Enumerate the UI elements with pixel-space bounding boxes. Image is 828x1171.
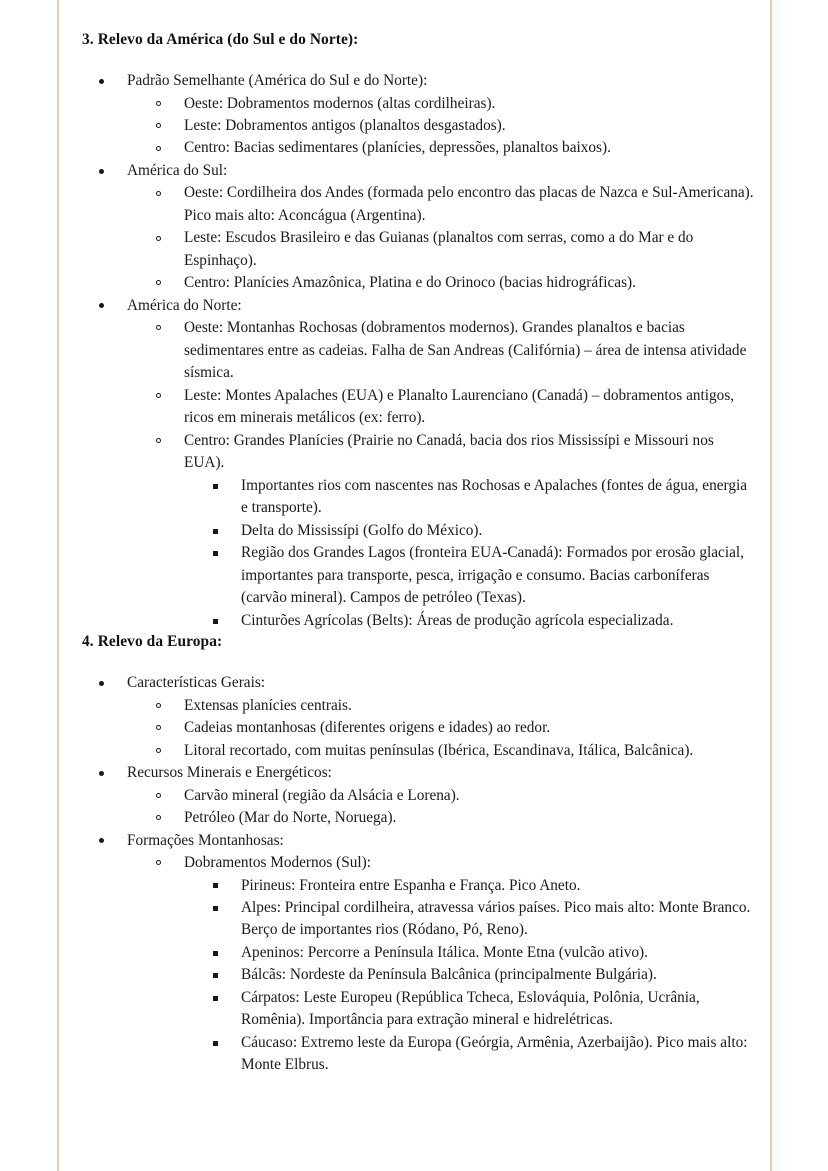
disc-bullet-icon xyxy=(99,79,104,84)
list-item xyxy=(156,182,754,227)
list-item xyxy=(99,672,754,762)
list-item-text: Centro: Planícies Amazônica, Platina e do Orinoco (bacias hidrográficas). xyxy=(184,274,636,292)
right-margin-tint xyxy=(772,0,790,1171)
list-item xyxy=(213,1032,754,1077)
disc-bullet-icon xyxy=(99,169,104,174)
list-item xyxy=(156,137,754,159)
list-item xyxy=(156,717,754,739)
square-bullet-icon xyxy=(213,1041,218,1046)
list-item-text: Petróleo (Mar do Norte, Noruega). xyxy=(184,809,397,827)
bullet-list-level-1 xyxy=(82,672,754,1077)
list-item-text: Alpes: Principal cordilheira, atravessa vários países. Pico mais alto: Monte Branco. Berço de importantes rios (Ródano, Pó, Reno). xyxy=(241,898,751,939)
list-item xyxy=(156,227,754,272)
list-item xyxy=(156,430,754,632)
circle-bullet-icon xyxy=(156,815,161,820)
square-bullet-icon xyxy=(213,529,218,534)
section-heading: 3. Relevo da América (do Sul e do Norte): xyxy=(82,31,359,48)
list-item xyxy=(156,272,754,294)
list-item-text: Bálcãs: Nordeste da Península Balcânica (principalmente Bulgária). xyxy=(241,966,657,984)
list-item-text: América do Norte: xyxy=(127,296,242,314)
list-item-text: Apeninos: Percorre a Península Itálica. Monte Etna (vulcão ativo). xyxy=(241,943,648,961)
bullet-list-level-3 xyxy=(184,475,754,632)
bullet-list-level-2 xyxy=(127,785,754,830)
bullet-list-level-3 xyxy=(184,875,754,1077)
list-item xyxy=(99,830,754,1077)
list-item-text: Características Gerais: xyxy=(127,674,266,692)
square-bullet-icon xyxy=(213,906,218,911)
list-item xyxy=(156,807,754,829)
list-item-text: Oeste: Dobramentos modernos (altas cordilheiras). xyxy=(184,94,496,112)
list-item-text: Leste: Montes Apalaches (EUA) e Planalto Laurenciano (Canadá) – dobramentos antigos, ricos em minerais metálicos (ex: ferro). xyxy=(184,386,735,427)
circle-bullet-icon xyxy=(156,860,161,865)
list-item-text: Região dos Grandes Lagos (fronteira EUA-Canadá): Formados por erosão glacial, importantes para transporte, pesca, irrigação e consumo. Bacias carboníferas (carvão mineral). Campos de petróleo (Texas). xyxy=(241,544,744,607)
circle-bullet-icon xyxy=(156,280,161,285)
square-bullet-icon xyxy=(213,996,218,1001)
left-margin-rule xyxy=(57,0,59,1171)
square-bullet-icon xyxy=(213,973,218,978)
list-item xyxy=(213,520,754,542)
list-item xyxy=(213,897,754,942)
disc-bullet-icon xyxy=(99,681,104,686)
bullet-list-level-2 xyxy=(127,182,754,294)
circle-bullet-icon xyxy=(156,393,161,398)
list-item-text: Recursos Minerais e Energéticos: xyxy=(127,764,332,782)
list-item-text: Dobramentos Modernos (Sul): xyxy=(184,854,371,872)
list-item xyxy=(156,852,754,1077)
list-item-text: Formações Montanhosas: xyxy=(127,831,284,849)
list-item xyxy=(156,115,754,137)
list-item-text: Delta do Mississípi (Golfo do México). xyxy=(241,521,483,539)
circle-bullet-icon xyxy=(156,725,161,730)
bullet-list-level-1 xyxy=(82,70,754,632)
list-item xyxy=(99,160,754,295)
list-item xyxy=(213,942,754,964)
circle-bullet-icon xyxy=(156,748,161,753)
bullet-list-level-2 xyxy=(127,93,754,160)
square-bullet-icon xyxy=(213,883,218,888)
list-item xyxy=(213,610,754,632)
list-item xyxy=(156,93,754,115)
list-item xyxy=(213,475,754,520)
list-item-text: Oeste: Montanhas Rochosas (dobramentos modernos). Grandes planaltos e bacias sedimentares entre as cadeias. Falha de San Andreas (Califórnia) – área de intensa atividade sísmica. xyxy=(184,319,747,382)
disc-bullet-icon xyxy=(99,838,104,843)
list-item-text: Leste: Escudos Brasileiro e das Guianas (planaltos com serras, como a do Mar e do Espinhaço). xyxy=(184,229,694,269)
document-content xyxy=(82,30,754,1077)
list-item xyxy=(156,740,754,762)
list-item-text: Centro: Grandes Planícies (Prairie no Canadá, bacia dos rios Mississípi e Missouri nos EUA). xyxy=(184,431,714,472)
circle-bullet-icon xyxy=(156,438,161,443)
list-item-text: Extensas planícies centrais. xyxy=(184,696,352,714)
bullet-list-level-2 xyxy=(127,317,754,632)
list-item-text: Padrão Semelhante (América do Sul e do Norte): xyxy=(127,72,428,90)
list-item-text: Cadeias montanhosas (diferentes origens e idades) ao redor. xyxy=(184,719,551,737)
circle-bullet-icon xyxy=(156,793,161,798)
bullet-list-level-2 xyxy=(127,852,754,1077)
square-bullet-icon xyxy=(213,951,218,956)
list-item xyxy=(156,385,754,430)
square-bullet-icon xyxy=(213,551,218,556)
circle-bullet-icon xyxy=(156,101,161,106)
list-item-text: Leste: Dobramentos antigos (planaltos desgastados). xyxy=(184,116,506,134)
circle-bullet-icon xyxy=(156,146,161,151)
circle-bullet-icon xyxy=(156,325,161,330)
list-item xyxy=(99,295,754,632)
list-item-text: Importantes rios com nascentes nas Rochosas e Apalaches (fontes de água, energia e transporte). xyxy=(241,476,748,517)
circle-bullet-icon xyxy=(156,236,161,241)
bullet-list-level-2 xyxy=(127,695,754,762)
list-item-text: Oeste: Cordilheira dos Andes (formada pelo encontro das placas de Nazca e Sul-Americana). Pico mais alto: Aconcágua (Argentina). xyxy=(184,184,754,224)
list-item-text: Litoral recortado, com muitas penínsulas (Ibérica, Escandinava, Itálica, Balcânica). xyxy=(184,741,694,759)
list-item xyxy=(213,875,754,897)
list-item xyxy=(156,695,754,717)
list-item-text: América do Sul: xyxy=(127,161,228,179)
disc-bullet-icon xyxy=(99,303,104,308)
list-item-text: Cárpatos: Leste Europeu (República Tcheca, Eslováquia, Polônia, Ucrânia, Romênia). Importância para extração mineral e hidrelétricas. xyxy=(241,988,700,1029)
list-item-text: Cáucaso: Extremo leste da Europa (Geórgia, Armênia, Azerbaijão). Pico mais alto: Monte Elbrus. xyxy=(241,1033,748,1074)
list-item-text: Pirineus: Fronteira entre Espanha e França. Pico Aneto. xyxy=(241,876,581,894)
circle-bullet-icon xyxy=(156,703,161,708)
list-item-text: Carvão mineral (região da Alsácia e Lorena). xyxy=(184,786,460,804)
square-bullet-icon xyxy=(213,484,218,489)
disc-bullet-icon xyxy=(99,771,104,776)
list-item-text: Cinturões Agrícolas (Belts): Áreas de produção agrícola especializada. xyxy=(241,611,674,629)
list-item xyxy=(99,762,754,829)
list-item xyxy=(156,785,754,807)
list-item xyxy=(213,987,754,1032)
list-item xyxy=(156,317,754,384)
list-item xyxy=(213,542,754,609)
section-heading: 4. Relevo da Europa: xyxy=(82,633,223,651)
list-item xyxy=(99,70,754,160)
list-item xyxy=(213,964,754,986)
list-item-text: Centro: Bacias sedimentares (planícies, depressões, planaltos baixos). xyxy=(184,139,611,157)
circle-bullet-icon xyxy=(156,191,161,196)
circle-bullet-icon xyxy=(156,123,161,128)
square-bullet-icon xyxy=(213,619,218,624)
